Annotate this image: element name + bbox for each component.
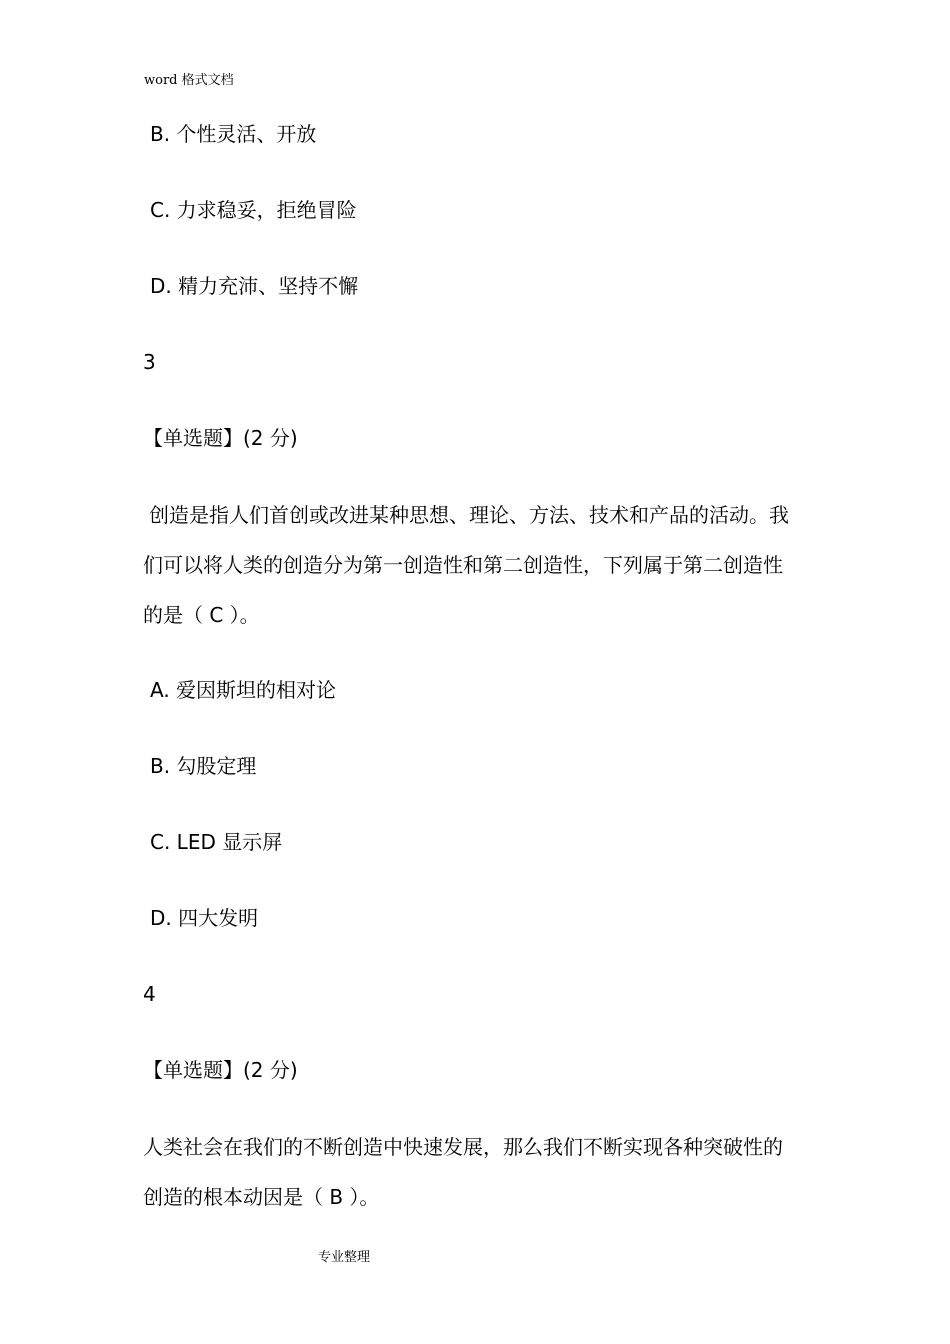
q4-stem — [143, 1122, 813, 1222]
page-footer: 专业整理 — [318, 1250, 371, 1265]
q3-stem — [143, 490, 813, 640]
q2-option-b: B. 个性灵活、开放 — [150, 122, 317, 146]
q4-number: 4 — [143, 982, 156, 1006]
q3-stem-line-1: 创造是指人们首创或改进某种思想、理论、方法、技术和产品的活动。我 — [149, 503, 789, 527]
q2-option-c: C. 力求稳妥，拒绝冒险 — [150, 198, 357, 222]
q4-type: 【单选题】(2 分) — [143, 1058, 298, 1082]
q3-number: 3 — [143, 350, 156, 374]
q3-type: 【单选题】(2 分) — [143, 426, 298, 450]
q3-option-a: A. 爱因斯坦的相对论 — [150, 678, 337, 702]
q4-stem-line-2: 创造的根本动因是（ B ）。 — [143, 1185, 380, 1209]
q2-option-d: D. 精力充沛、坚持不懈 — [150, 274, 359, 298]
page-header: word 格式文档 — [144, 73, 234, 88]
q3-stem-line-2: 们可以将人类的创造分为第一创造性和第二创造性，下列属于第二创造性 — [143, 553, 783, 577]
q3-option-c: C. LED 显示屏 — [150, 830, 283, 854]
q3-option-d: D. 四大发明 — [150, 906, 259, 930]
q3-option-b: B. 勾股定理 — [150, 754, 257, 778]
q3-stem-line-3: 的是（ C ）。 — [143, 603, 260, 627]
q4-stem-line-1: 人类社会在我们的不断创造中快速发展，那么我们不断实现各种突破性的 — [143, 1135, 783, 1159]
